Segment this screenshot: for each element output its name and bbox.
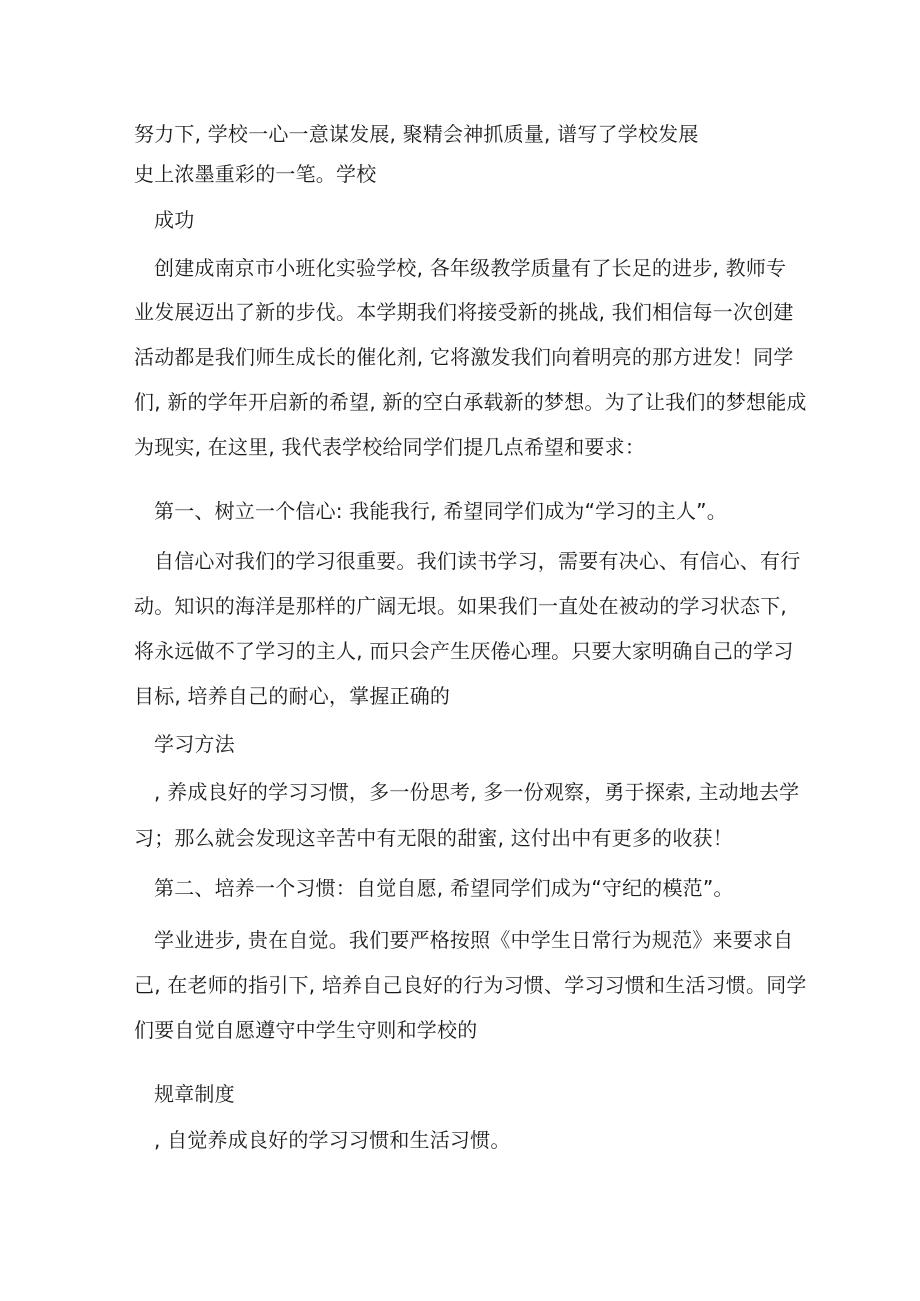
text-line: 们, 新的学年开启新的希望, 新的空白承载新的梦想。为了让我们的梦想能成 [134, 390, 807, 414]
text-line: , 养成良好的学习习惯，多一份思考, 多一份观察，勇于探索, 主动地去学 [154, 780, 800, 804]
text-line: 自信心对我们的学习很重要。我们读书学习，需要有决心、有信心、有行 [154, 549, 801, 573]
text-line: 努力下, 学校一心一意谋发展, 聚精会神抓质量, 谱写了学校发展 [134, 122, 699, 146]
text-line: 活动都是我们师生成长的催化剂, 它将激发我们向着明亮的那方进发！同学 [134, 345, 794, 369]
text-line: 规章制度 [154, 1082, 235, 1106]
text-line: 第一、树立一个信心: 我能我行, 希望同学们成为“学习的主人”。 [154, 499, 727, 523]
text-line: 史上浓墨重彩的一笔。学校 [134, 162, 377, 186]
text-line: 创建成南京市小班化实验学校, 各年级教学质量有了长足的进步, 教师专 [154, 256, 787, 280]
text-line: 动。知识的海洋是那样的广阔无垠。如果我们一直处在被动的学习状态下, [134, 594, 787, 618]
text-line: 们要自觉自愿遵守中学生守则和学校的 [134, 1018, 478, 1042]
text-line: , 自觉养成良好的学习习惯和生活习惯。 [154, 1128, 511, 1152]
text-line: 学业进步, 贵在自觉。我们要严格按照《中学生日常行为规范》来要求自 [154, 928, 794, 952]
text-line: 业发展迈出了新的步伐。本学期我们将接受新的挑战, 我们相信每一次创建 [134, 300, 794, 324]
text-line: 将永远做不了学习的主人, 而只会产生厌倦心理。只要大家明确自己的学习 [134, 639, 794, 663]
text-line: 为现实, 在这里, 我代表学校给同学们提几点希望和要求： [134, 435, 646, 459]
text-line: 己, 在老师的指引下, 培养自己良好的行为习惯、学习习惯和生活习惯。同学 [134, 973, 807, 997]
text-line: 第二、培养一个习惯：自觉自愿, 希望同学们成为“守纪的模范”。 [154, 876, 734, 900]
text-line: 习；那么就会发现这辛苦中有无限的甜蜜, 这付出中有更多的收获！ [134, 826, 733, 850]
text-line: 目标, 培养自己的耐心，掌握正确的 [134, 684, 451, 708]
text-line: 成功 [154, 208, 195, 232]
text-line: 学习方法 [154, 732, 235, 756]
